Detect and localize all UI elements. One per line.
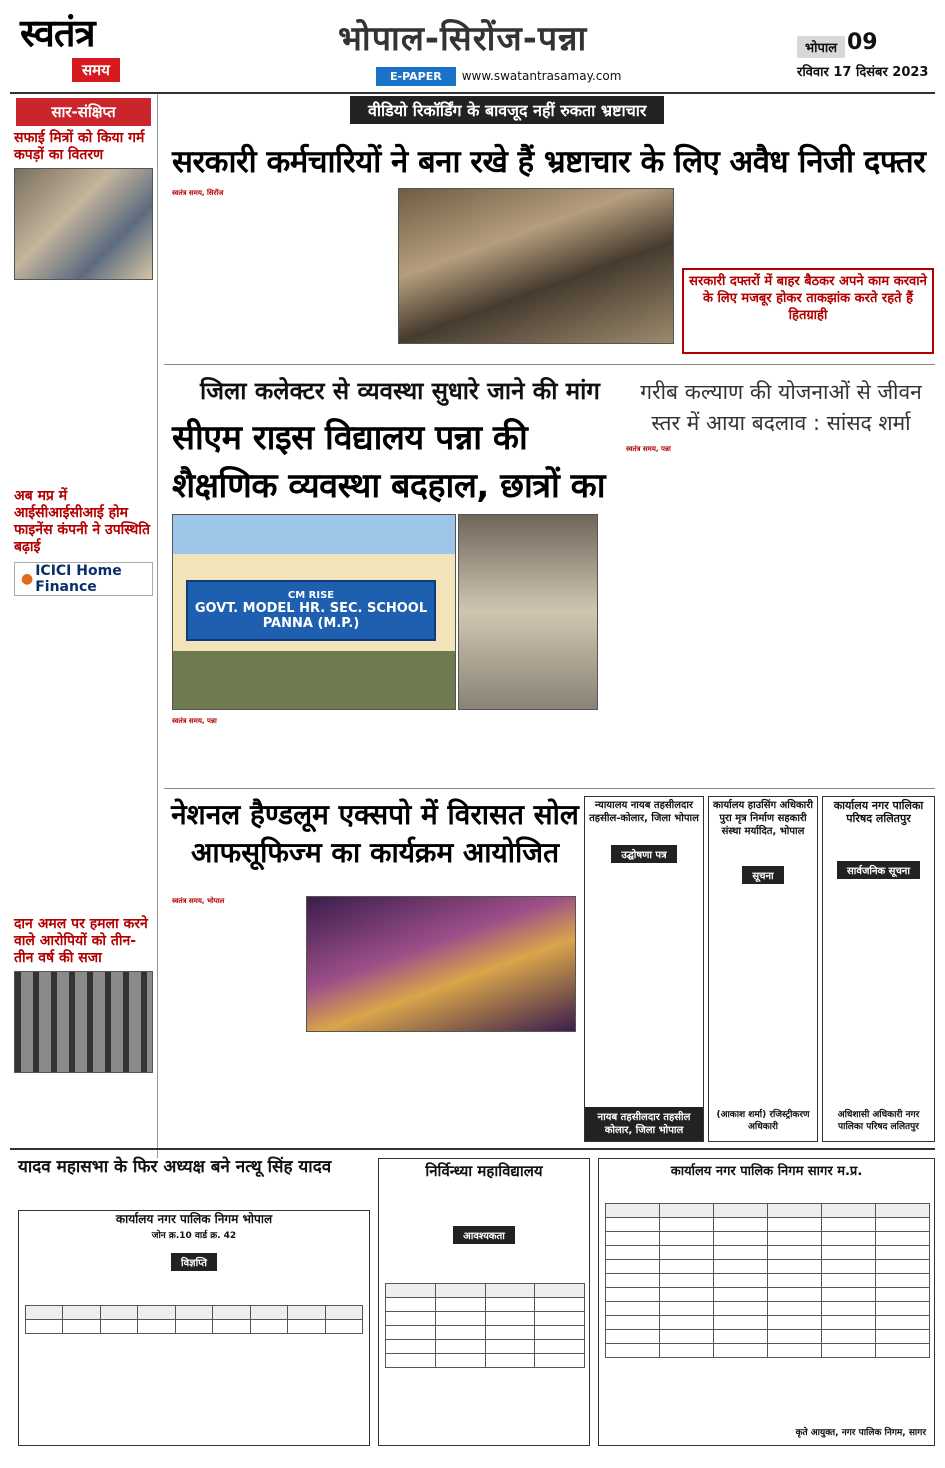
highlight-box-title: सरकारी दफ्तरों में बाहर बैठकर अपने काम करवाने के लिए मजबूर होकर ताकझांक करते रहते हैं हितग्राही (689, 274, 927, 323)
logo-main-text: स्वतंत्र (20, 10, 95, 55)
story-column (296, 188, 394, 364)
table-row (386, 1340, 585, 1354)
corridor-photo (458, 514, 598, 710)
ad-tag: आवश्यकता (453, 1226, 515, 1244)
school-sign-top: CM RISE (287, 590, 335, 601)
story-column (442, 1036, 576, 1140)
table-row (606, 1218, 930, 1232)
bhopal-municipal-ad[interactable] (18, 1210, 370, 1446)
college-recruitment-ad[interactable] (378, 1158, 590, 1446)
story-byline: स्वतंत्र समय, सिरोंज (172, 189, 224, 197)
page-number: 09 (847, 30, 878, 55)
table-row (386, 1284, 585, 1298)
story-byline: स्वतंत्र समय, पन्ना (172, 717, 217, 725)
story-byline-column (172, 896, 302, 1140)
sidebar-story-title[interactable]: दान अमल पर हमला करने वाले आरोपियों को तीन-तीन वर्ष की सजा (14, 916, 148, 966)
edition-label: भोपाल (797, 36, 845, 58)
bottom-divider (10, 1148, 935, 1150)
highlight-box (682, 268, 934, 354)
table-row (606, 1274, 930, 1288)
table-row (26, 1306, 363, 1320)
table-row (386, 1298, 585, 1312)
table-row (606, 1232, 930, 1246)
table-row (386, 1354, 585, 1368)
story-column (782, 444, 934, 784)
table-row (606, 1316, 930, 1330)
sidebar-story-body (14, 284, 153, 484)
story-headline[interactable]: सीएम राइस विद्यालय पन्ना की शैक्षणिक व्यवस्था बदहाल, छात्रों का (172, 418, 606, 506)
table-row (606, 1330, 930, 1344)
sidebar-story-body (14, 602, 153, 912)
ad-tag: सूचना (742, 866, 783, 884)
sidebar-story-title[interactable]: सफाई मित्रों को किया गर्म कपड़ों का वितरण (14, 130, 145, 163)
story-column (18, 1178, 370, 1206)
section-divider (164, 788, 935, 789)
section-title: भोपाल-सिरोंज-पन्ना (338, 19, 588, 59)
story-headline[interactable]: गरीब कल्याण की योजनाओं से जीवन स्तर में आया बदलाव : सांसद शर्मा (640, 380, 922, 435)
ad-signature: (आकाश शर्मा) रजिस्ट्रीकरण अधिकारी (716, 1110, 810, 1132)
court-notice-ad[interactable] (584, 796, 704, 1142)
sagar-municipal-ad[interactable] (598, 1158, 935, 1446)
story-headline[interactable]: यादव महासभा के फिर अध्यक्ष बने नत्थू सिंह यादव (18, 1157, 332, 1177)
ad-title: कार्यालय हाउसिंग अधिकारी पुरा मृत्र निर्माण सहकारी संस्था मर्यादित, भोपाल (713, 800, 813, 837)
logo-sub-text: समय (72, 58, 120, 82)
story-column (472, 716, 612, 786)
ad-title: कार्यालय नगर पालिक निगम भोपाल (115, 1212, 273, 1226)
ad-tag: उद्घोषणा पत्र (611, 845, 676, 863)
notice-table (605, 1203, 930, 1358)
masthead (0, 0, 945, 92)
story-byline-column (626, 444, 776, 784)
school-sign (186, 580, 436, 641)
table-row (386, 1312, 585, 1326)
ad-subtitle: जोन क्र.10 वार्ड क्र. 42 (151, 1231, 237, 1241)
epaper-bar (376, 66, 621, 86)
ad-footer: नायब तहसीलदार तहसील कोलार, जिला भोपाल (585, 1107, 703, 1141)
story-kicker: वीडियो रिकॉर्डिंग के बावजूद नहीं रुकता भ्रष्टाचार (350, 96, 664, 124)
story-column (682, 188, 934, 264)
housing-notice-ad[interactable] (708, 796, 818, 1142)
website-link[interactable]: www.swatantrasamay.com (461, 69, 622, 83)
sidebar-header: सार-संक्षिप्त (16, 98, 151, 126)
ad-title: निर्विन्ध्या महाविद्यालय (425, 1162, 543, 1180)
section-divider (164, 364, 935, 365)
table-row (606, 1302, 930, 1316)
story-column (326, 716, 466, 786)
story-headline[interactable]: सरकारी कर्मचारियों ने बना रखे हैं भ्रष्टाचार के लिए अवैध निजी दफ्तर (172, 144, 926, 180)
table-row (606, 1204, 930, 1218)
story-column (472, 422, 610, 508)
office-photo (398, 188, 674, 344)
table-row (606, 1344, 930, 1358)
ad-title: कार्यालय नगर पालिका परिषद ललितपुर (833, 799, 924, 825)
story-byline: स्वतंत्र समय, भोपाल (172, 897, 225, 905)
ad-signature: कृते आयुक्त, नगर पालिक निगम, सागर (795, 1428, 926, 1438)
ad-signature: अधिशासी अधिकारी नगर पालिका परिषद ललितपुर (837, 1110, 920, 1132)
story-byline: स्वतंत्र समय, पन्ना (626, 445, 671, 453)
sidebar-photo (14, 971, 153, 1073)
story-column (306, 1036, 436, 1140)
table-row (606, 1260, 930, 1274)
icici-logo-text: ICICI Home Finance (35, 563, 122, 595)
story-byline-column (172, 188, 287, 364)
ad-tag: सार्वजनिक सूचना (837, 861, 920, 879)
sidebar-story-title[interactable]: अब मप्र में आईसीआईसीआई होम फाइनेंस कंपनी ने उपस्थिति बढ़ाई (14, 488, 150, 555)
vacancy-table (385, 1283, 585, 1368)
story-headline[interactable]: नेशनल हैण्डलूम एक्सपो में विरासत सोल आफसूफिज्म का कार्यक्रम आयोजित (171, 798, 579, 869)
ad-title: न्यायालय नायब तहसीलदार तहसील-कोलार, जिला भोपाल (589, 800, 699, 824)
table-row (606, 1246, 930, 1260)
sidebar (10, 94, 158, 1158)
stage-photo (306, 896, 576, 1032)
ad-tag: विज्ञप्ति (171, 1253, 217, 1271)
table-row (606, 1288, 930, 1302)
municipal-notice-ad[interactable] (822, 796, 935, 1142)
issue-date: रविवार 17 दिसंबर 2023 (797, 65, 929, 80)
icici-logo (14, 562, 153, 596)
school-sign-main: GOVT. MODEL HR. SEC. SCHOOL PANNA (M.P.) (194, 601, 428, 631)
sidebar-photo (14, 168, 153, 280)
story-byline-column (172, 716, 320, 786)
icici-logo-mark: ● (21, 571, 34, 587)
ad-title: कार्यालय नगर पालिक निगम सागर म.प्र. (670, 1164, 863, 1179)
table-row (26, 1320, 363, 1334)
newspaper-logo[interactable] (20, 10, 170, 86)
epaper-label: E-PAPER (376, 67, 456, 86)
notice-table (25, 1305, 363, 1334)
table-row (386, 1326, 585, 1340)
story-subhead: जिला कलेक्टर से व्यवस्था सुधारे जाने की मांग (200, 377, 600, 405)
